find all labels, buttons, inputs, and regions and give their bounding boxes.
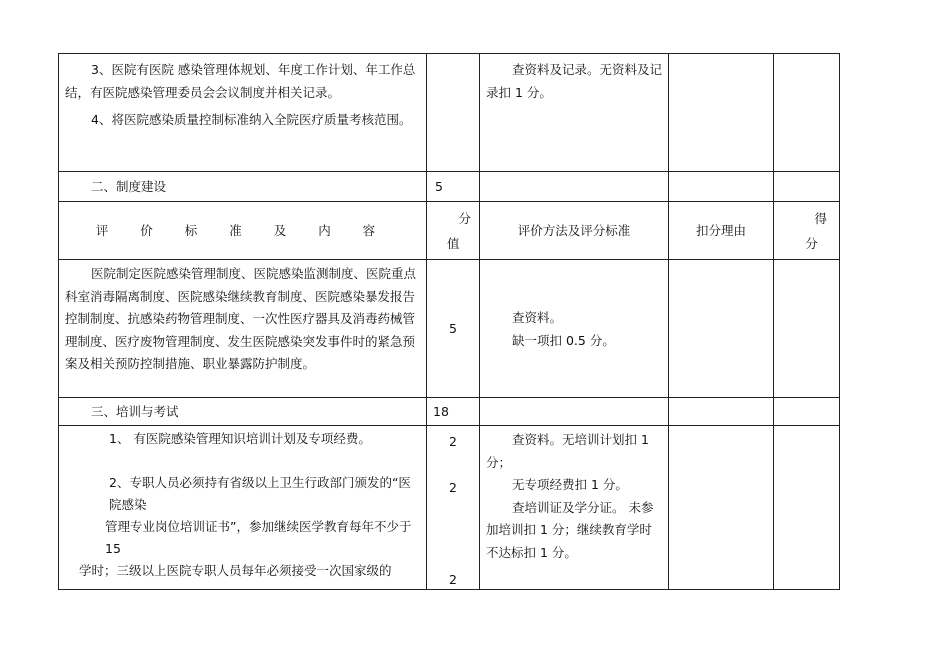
header-score-line1: 分	[458, 210, 471, 226]
got-cell	[774, 54, 840, 172]
criterion-text: 医院制定医院感染管理制度、医院感染监测制度、医院重点科室消毒隔离制度、医院感染继续教育制度、医院感染暴发报告控制制度、抗感染药物管理制度、一次性医疗器具及消毒药械管理制度、医疗废物管理制度、发生医院感染突发事件时的紧急预案及相关预防控制措施、职业暴露防护制度。	[65, 266, 417, 371]
got-cell	[774, 260, 840, 398]
header-content-label: 评 价 标 准 及 内 容	[95, 223, 390, 238]
empty-cell	[774, 398, 840, 426]
content-cell	[59, 54, 427, 172]
criterion-item-3: 3、医院有医院 感染管理体规划、年度工作计划、年工作总结，有医院感染管理委员会会议制度并相关记录。	[65, 62, 416, 100]
header-reason: 扣分理由	[669, 202, 774, 260]
header-score	[427, 202, 480, 260]
content-cell	[59, 260, 427, 398]
empty-cell	[480, 172, 669, 202]
criterion-item-4: 4、将医院感染质量控制标准纳入全院医疗质量考核范围。	[91, 112, 412, 127]
score-1: 2	[449, 434, 457, 449]
header-method: 评价方法及评分标准	[480, 202, 669, 260]
empty-cell	[669, 398, 774, 426]
reason-cell	[669, 54, 774, 172]
table-row	[59, 426, 840, 590]
score-cell	[427, 54, 480, 172]
table-row	[59, 260, 840, 398]
score-cell: 5	[427, 260, 480, 398]
score-3: 2	[449, 572, 457, 587]
section-score: 5	[427, 172, 480, 202]
empty-cell	[774, 172, 840, 202]
empty-cell	[669, 172, 774, 202]
method-line-2: 缺一项扣 0.5 分。	[512, 332, 615, 348]
method-cell	[480, 54, 669, 172]
section-row	[59, 398, 840, 426]
method-cell	[480, 426, 669, 590]
score-2: 2	[449, 480, 457, 495]
training-item-2b: 管理专业岗位培训证书”，参加继续医学教育每年不少于 15	[105, 519, 412, 556]
reason-cell	[669, 426, 774, 590]
header-row	[59, 202, 840, 260]
section-title: 三、培训与考试	[59, 398, 427, 426]
method-line-2: 无专项经费扣 1 分。	[512, 477, 628, 492]
method-line-3: 查培训证及学分证。 未参加培训扣 1 分；继续教育学时不达标扣 1 分。	[486, 499, 654, 560]
header-got-line2: 分	[805, 235, 818, 251]
score-cell	[427, 426, 480, 590]
got-cell	[774, 426, 840, 590]
method-line-1: 查资料。	[512, 309, 563, 325]
reason-cell	[669, 260, 774, 398]
header-got-line1: 得	[814, 210, 827, 226]
method-text: 查资料及记录。无资料及记录扣 1 分。	[486, 62, 663, 100]
evaluation-table	[58, 53, 840, 590]
empty-cell	[480, 398, 669, 426]
training-item-2a: 2、专职人员必须持有省级以上卫生行政部门颁发的“医院感染	[109, 475, 411, 512]
training-item-2c: 学时；三级以上医院专职人员每年必须接受一次国家级的	[79, 563, 392, 578]
method-cell	[480, 260, 669, 398]
content-cell	[59, 426, 427, 590]
training-item-1: 1、 有医院感染管理知识培训计划及专项经费。	[109, 431, 371, 446]
method-line-1: 查资料。无培训计划扣 1 分；	[486, 432, 649, 470]
section-title: 二、制度建设	[59, 172, 427, 202]
table-row	[59, 54, 840, 172]
header-content	[59, 202, 427, 260]
header-got	[774, 202, 840, 260]
section-score: 18	[427, 398, 480, 426]
header-score-line2: 值	[447, 235, 460, 251]
section-row	[59, 172, 840, 202]
